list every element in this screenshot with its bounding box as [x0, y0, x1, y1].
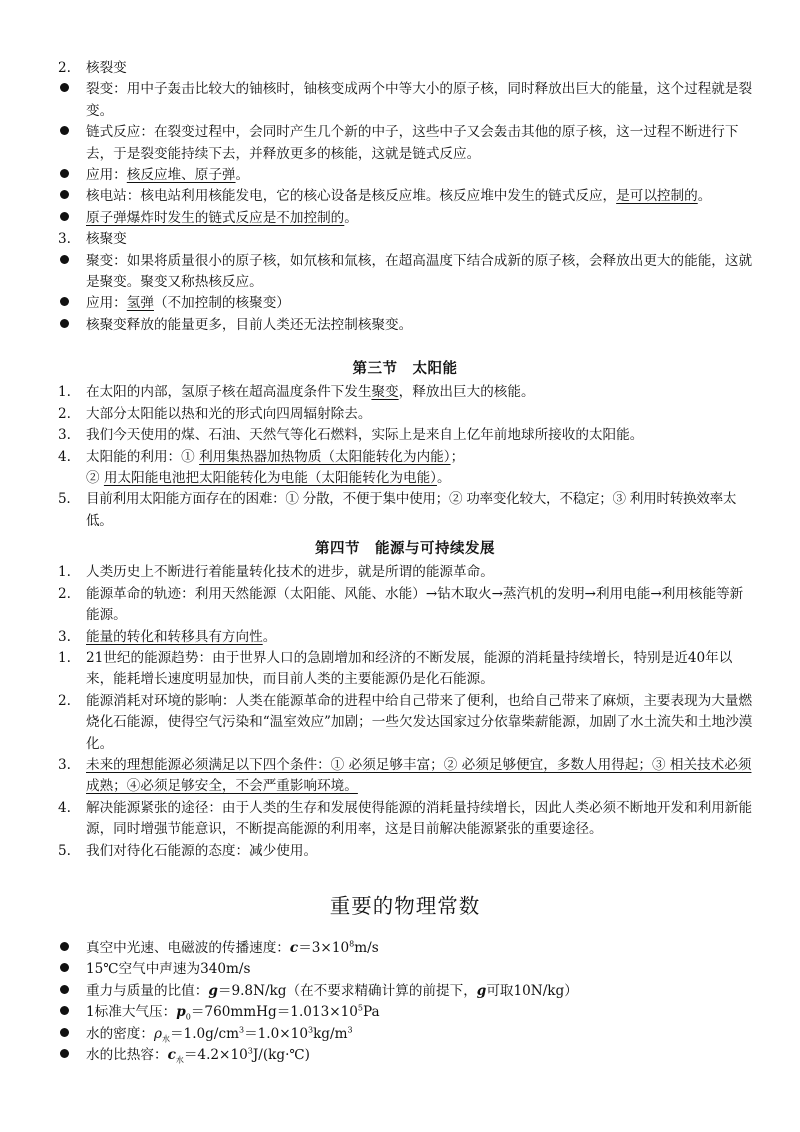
constant-water-specific-heat: 水的比热容：$c_水=4.2\times 10^3J/(kg\cdot℃)$ [56, 1045, 754, 1066]
bullet-icon [58, 251, 82, 272]
list-item: 2. 能源消耗对环境的影响：人类在能源革命的进程中给自己带来了便利，也给自己带来了麻烦，主要表现为大量燃烧化石能源，使得空气污染和“温室效应”加剧；一些欠发达国家过分依靠柴薪能源，加剧了水土流失和土地沙漠化。 [58, 692, 753, 752]
fission-bullet-chain-reaction: 链式反应：在裂变过程中，会同时产生几个新的中子，这些中子又会轰击其他的原子核，这一过程不断进行下去，于是裂变能持续下去，并释放更多的核能，这就是链式反应。 [56, 122, 754, 165]
list-item: 2. 能源革命的轨迹：利用天然能源（太阳能、风能、水能）→钻木取火→蒸汽机的发明→利用电能→利用核能等新能源。 [58, 585, 744, 624]
fission-bullet-application: 应用：核反应堆、原子弹。 [56, 165, 754, 186]
bullet-icon [58, 79, 82, 100]
heading-text: 核聚变 [86, 231, 127, 248]
solar-difficulty-item: 5. 目前利用太阳能方面存在的困难：① 分散，不便于集中使用；② 功率变化较大，不稳定；③ 利用时转换效率太低。 [58, 491, 737, 529]
bullet-icon [58, 1024, 82, 1045]
list-item: 1. 人类历史上不断进行着能量转化技术的进步，就是所谓的能源革命。 [58, 564, 494, 581]
bullet-icon [58, 315, 82, 336]
solar-use-item: 4. 太阳能的利用：① 利用集热器加热物质（太阳能转化为内能）； ② 用太阳能电池把太阳能转化为电能（太阳能转化为电能）。 [58, 448, 465, 487]
fission-bullet-bomb: 原子弹爆炸时发生的链式反应是不加控制的。 [56, 208, 754, 229]
constants-list [56, 938, 754, 1066]
list-item: 5. 我们对待化石能源的态度：减少使用。 [58, 842, 318, 859]
bullet-icon [58, 208, 82, 229]
fission-section [56, 58, 754, 336]
constant-water-density: 水的密度：$\rho_水=1.0g/cm^3=1.0\times 10^3kg/m^3$ [56, 1024, 754, 1045]
list-item: 4. 解决能源紧张的途径：由于人类的生存和发展使得能源的消耗量持续增长，因此人类必须不断地开发和利用新能源，同时增强节能意识，不断提高能源的利用率，这是目前解决能源紧张的重要途径。 [58, 799, 753, 838]
list-number: 3. [58, 231, 71, 248]
list-item: 2. 大部分太阳能以热和光的形式向四周辐射除去。 [58, 405, 372, 422]
constant-sound-speed: 15℃空气中声速为340m/s [56, 959, 754, 980]
bullet-icon [58, 938, 82, 959]
list-number: 2. [58, 60, 71, 76]
bullet-icon [58, 1045, 82, 1066]
bullet-icon [58, 165, 82, 186]
constant-light-speed: 真空中光速、电磁波的传播速度：$c=3\times 10^8m/s$ [56, 938, 754, 959]
fusion-bullet-application: 应用：氢弹（不加控制的核聚变） [56, 293, 754, 314]
list-item: 3. 我们今天使用的煤、石油、天然气等化石燃料，实际上是来自上亿年前地球所接收的太阳能。 [58, 427, 644, 444]
fusion-heading [56, 229, 754, 250]
constant-atmosphere: 1标准大气压：$p_0=760mmHg=1.013\times 10^5Pa$ [56, 1002, 754, 1023]
fission-bullet-power-plant: 核电站：核电站利用核能发电，它的核心设备是核反应堆。核反应堆中发生的链式反应，是可以控制的。 [56, 186, 754, 207]
section-title: 第三节 太阳能 [352, 360, 458, 377]
fission-heading [56, 58, 754, 79]
bullet-icon [58, 959, 82, 980]
solar-section [56, 358, 754, 532]
fusion-bullet-definition: 聚变：如果将质量很小的原子核，如氘核和氚核，在超高温度下结合成新的原子核，会释放出更大的能能，这就是聚变。聚变又称热核反应。 [56, 251, 754, 294]
bullet-icon [58, 122, 82, 143]
bullet-icon [58, 293, 82, 314]
bullet-icon [58, 1002, 82, 1023]
fission-bullet-definition: 裂变：用中子轰击比较大的铀核时，铀核变成两个中等大小的原子核，同时释放出巨大的能量，这个过程就是裂变。 [56, 79, 754, 122]
list-item: 3. 能量的转化和转移具有方向性。 [58, 628, 277, 645]
bullet-icon [58, 186, 82, 207]
constant-gravity: 重力与质量的比值：g＝9.8N/kg（在不要求精确计算的前提下，g可取10N/kg） [56, 981, 754, 1002]
heading-text: 核裂变 [86, 60, 127, 76]
constants-section [56, 896, 754, 917]
sustain-section [56, 538, 754, 862]
page-title: 重要的物理常数 [329, 894, 481, 918]
section-title: 第四节 能源与可持续发展 [315, 540, 495, 557]
list-item: 1. 在太阳的内部，氢原子核在超高温度条件下发生聚变，释放出巨大的核能。 [58, 384, 535, 401]
list-item: 3. 未来的理想能源必须满足以下四个条件：① 必须足够丰富；② 必须足够便宜，多数人用得起；③ 相关技术必须成熟；④必须足够安全，不会严重影响环境。 [58, 757, 752, 795]
bullet-icon [58, 981, 82, 1002]
fusion-bullet-control: 核聚变释放的能量更多，目前人类还无法控制核聚变。 [56, 315, 754, 336]
list-item: 1. 21世纪的能源趋势：由于世界人口的急剧增加和经济的不断发展，能源的消耗量持续增长，特别是近40年以来，能耗增长速度明显加快，而目前人类的主要能源仍是化石能源。 [58, 650, 733, 688]
